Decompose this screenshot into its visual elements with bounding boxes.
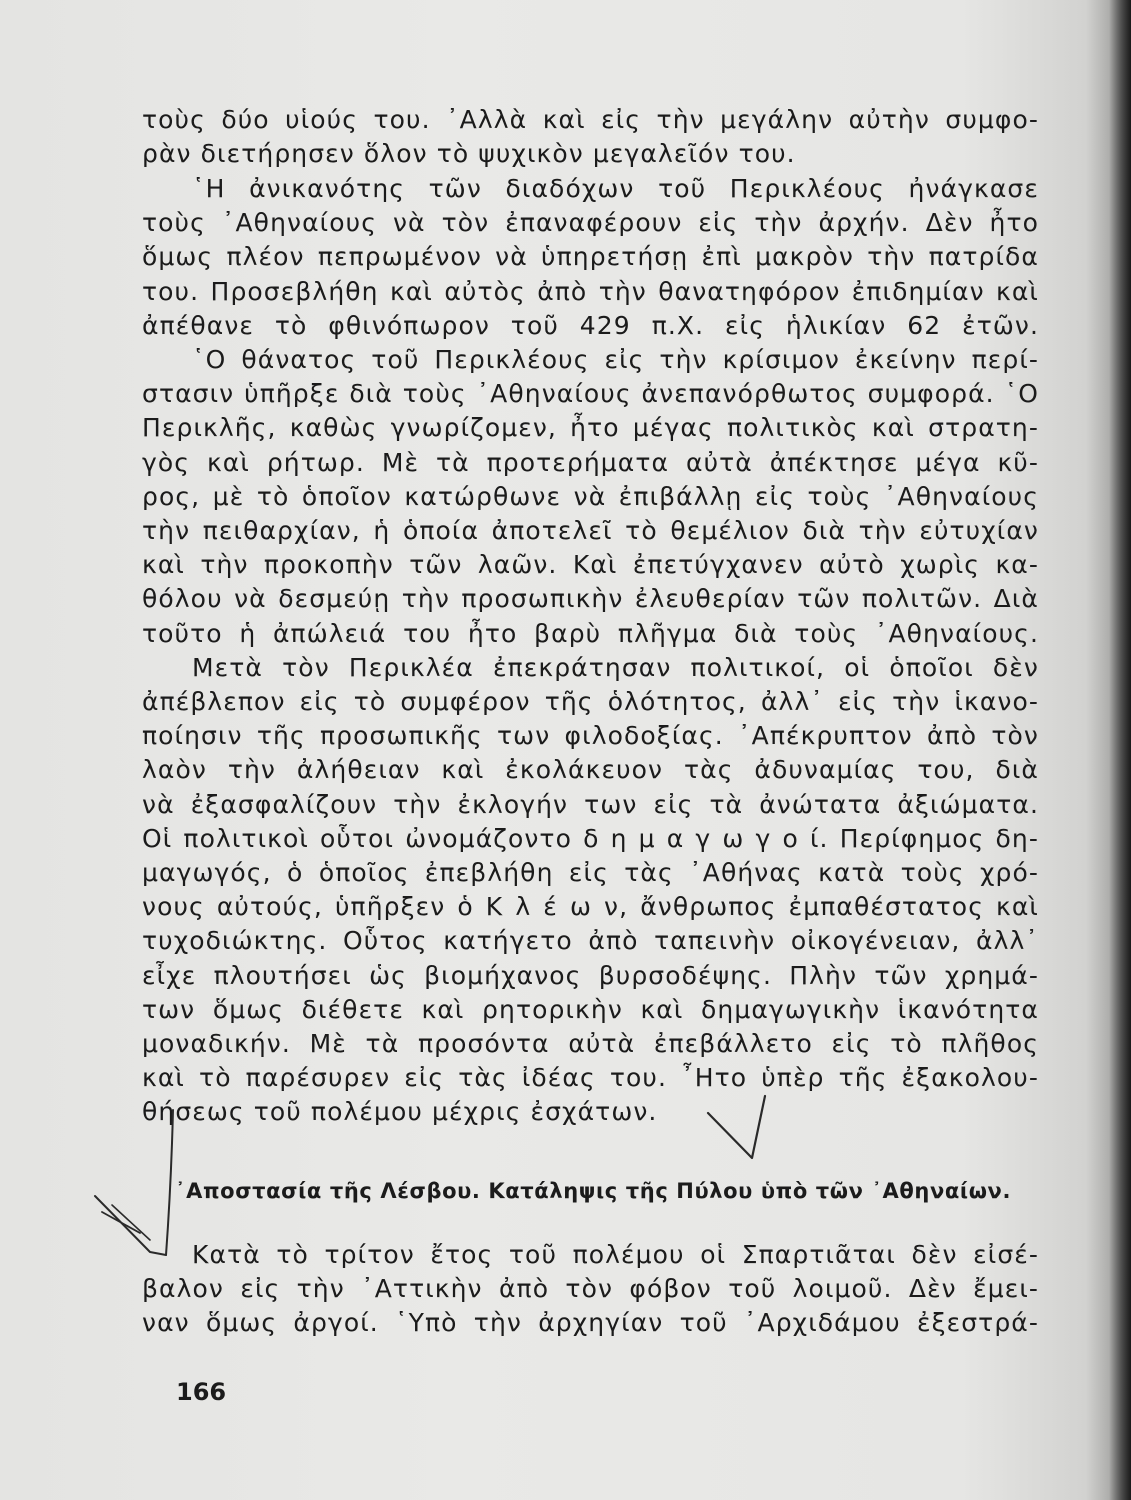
text-line: ναν ὅμως ἀργοί. ῾Υπὸ τὴν ἀρχηγίαν τοῦ ᾿Αρχιδάμου ἐξεστρά-: [142, 1308, 1039, 1337]
text-line: Οἱ πολιτικοὶ οὗτοι ὠνομάζοντο δ η μ α γ ω γ ο ί. Περίφημος δη-: [142, 824, 1039, 853]
page-number: 166: [176, 1378, 227, 1406]
text-line: ἀπέθανε τὸ φθινόπωρον τοῦ 429 π.Χ. εἰς ἡλικίαν 62 ἐτῶν.: [142, 311, 1039, 340]
text-line: ρος, μὲ τὸ ὁποῖον κατώρθωνε νὰ ἐπιβάλλῃ εἰς τοὺς ᾿Αθηναίους: [142, 482, 1039, 511]
text-line: τυχοδιώκτης. Οὗτος κατήγετο ἀπὸ ταπεινὴν οἰκογένειαν, ἀλλ᾿: [142, 926, 1039, 955]
text-line: Μετὰ τὸν Περικλέα ἐπεκράτησαν πολιτικοί, οἱ ὁποῖοι δὲν: [192, 653, 1039, 682]
text-line: θόλου νὰ δεσμεύῃ τὴν προσωπικὴν ἐλευθερίαν τῶν πολιτῶν. Διὰ: [142, 584, 1039, 613]
text-line: καὶ τὸ παρέσυρεν εἰς τὰς ἰδέας του. ῏Ητο ὑπὲρ τῆς ἐξακολου-: [142, 1063, 1039, 1092]
text-line: νους αὐτούς, ὑπῆρξεν ὁ Κ λ έ ω ν, ἄνθρωπος ἐμπαθέστατος καὶ: [142, 892, 1039, 921]
margin-line-icon: [166, 1110, 173, 1255]
section-heading: ᾿Αποστασία τῆς Λέσβου. Κατάληψις τῆς Πύλου ὑπὸ τῶν ᾿Αθηναίων.: [175, 1179, 1012, 1203]
margin-stroke-icon: [112, 1205, 150, 1240]
text-line: τὴν πειθαρχίαν, ἡ ὁποία ἀποτελεῖ τὸ θεμέλιον διὰ τὴν εὐτυχίαν: [142, 516, 1039, 545]
text-line: του. Προσεβλήθη καὶ αὐτὸς ἀπὸ τὴν θανατηφόρον ἐπιδημίαν καὶ: [142, 277, 1039, 306]
text-line: των ὅμως διέθετε καὶ ρητορικὴν καὶ δημαγωγικὴν ἱκανότητα: [142, 995, 1039, 1024]
margin-stroke-icon: [102, 1212, 140, 1233]
text-line: ὅμως πλέον πεπρωμένον νὰ ὑπηρετήσῃ ἐπὶ μακρὸν τὴν πατρίδα: [142, 242, 1039, 271]
text-line: ρὰν διετήρησεν ὅλον τὸ ψυχικὸν μεγαλεῖόν του.: [142, 139, 796, 168]
text-line: τοὺς δύο υἱούς του. ᾿Αλλὰ καὶ εἰς τὴν μεγάλην αὐτὴν συμφο-: [142, 105, 1039, 134]
text-line: θήσεως τοῦ πολέμου μέχρις ἐσχάτων.: [142, 1097, 658, 1126]
text-line: στασιν ὑπῆρξε διὰ τοὺς ᾿Αθηναίους ἀνεπανόρθωτος συμφορά. ῾Ο: [142, 379, 1039, 408]
text-line: τοὺς ᾿Αθηναίους νὰ τὸν ἐπαναφέρουν εἰς τὴν ἀρχήν. Δὲν ἦτο: [142, 208, 1039, 237]
check-mark-icon: [708, 1096, 765, 1158]
text-line: ποίησιν τῆς προσωπικῆς των φιλοδοξίας. ᾿Απέκρυπτον ἀπὸ τὸν: [142, 721, 1039, 750]
text-line: Περικλῆς, καθὼς γνωρίζομεν, ἦτο μέγας πολιτικὸς καὶ στρατη-: [142, 413, 1039, 442]
text-line: λαὸν τὴν ἀλήθειαν καὶ ἐκολάκευον τὰς ἀδυναμίας του, διὰ: [142, 755, 1039, 784]
text-line: νὰ ἐξασφαλίζουν τὴν ἐκλογήν των εἰς τὰ ἀνώτατα ἀξιώματα.: [142, 790, 1039, 819]
text-line: ῾Ο θάνατος τοῦ Περικλέους εἰς τὴν κρίσιμον ἐκείνην περί-: [192, 345, 1039, 374]
text-line: εἶχε πλουτήσει ὡς βιομήχανος βυρσοδέψης. Πλὴν τῶν χρημά-: [142, 961, 1039, 990]
text-line: ἀπέβλεπον εἰς τὸ συμφέρον τῆς ὁλότητος, ἀλλ᾿ εἰς τὴν ἱκανο-: [142, 687, 1039, 716]
text-line: καὶ τὴν προκοπὴν τῶν λαῶν. Καὶ ἐπετύγχανεν αὐτὸ χωρὶς κα-: [142, 550, 1039, 579]
text-line: μαγωγός, ὁ ὁποῖος ἐπεβλήθη εἰς τὰς ᾿Αθήνας κατὰ τοὺς χρό-: [142, 858, 1039, 887]
text-line: γὸς καὶ ρήτωρ. Μὲ τὰ προτερήματα αὐτὰ ἀπέκτησε μέγα κῦ-: [142, 448, 1039, 477]
text-line: βαλον εἰς τὴν ᾿Αττικὴν ἀπὸ τὸν φόβον τοῦ λοιμοῦ. Δὲν ἔμει-: [142, 1274, 1039, 1303]
text-line: Κατὰ τὸ τρίτον ἔτος τοῦ πολέμου οἱ Σπαρτιᾶται δὲν εἰσέ-: [192, 1240, 1039, 1269]
margin-check-icon: [95, 1196, 166, 1255]
text-line: ῾Η ἀνικανότης τῶν διαδόχων τοῦ Περικλέους ἠνάγκασε: [192, 174, 1039, 203]
text-line: τοῦτο ἡ ἀπώλειά του ἦτο βαρὺ πλῆγμα διὰ τοὺς ᾿Αθηναίους.: [142, 619, 1039, 648]
text-line: μοναδικήν. Μὲ τὰ προσόντα αὐτὰ ἐπεβάλλετο εἰς τὸ πλῆθος: [142, 1029, 1039, 1058]
